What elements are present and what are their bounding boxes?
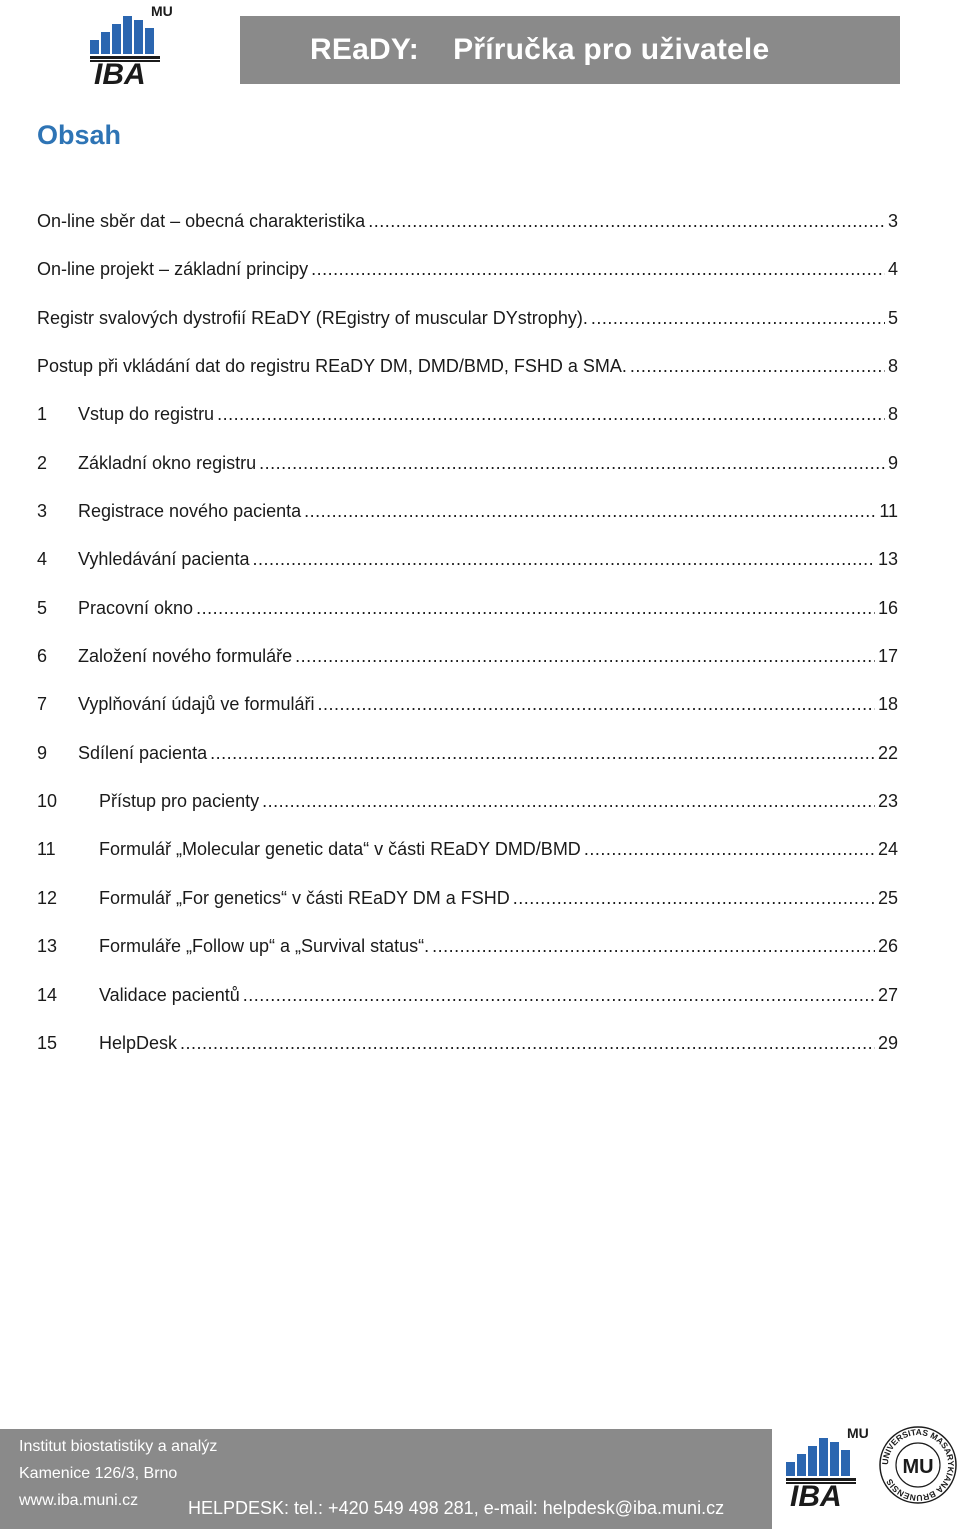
toc-entry[interactable] — [37, 549, 898, 597]
toc-entry-number: 15 — [37, 1032, 58, 1053]
toc-entry-number: 4 — [37, 549, 48, 570]
toc-dot-leader — [243, 985, 875, 1006]
toc-dot-leader — [180, 1033, 875, 1054]
toc-entry-text: On-line sběr dat – obecná charakteristika — [37, 211, 366, 231]
toc-entry-text: HelpDesk — [99, 1032, 178, 1053]
toc-entry-text: Postup při vkládání dat do registru REaDY DM, DMD/BMD, FSHD a SMA. — [37, 356, 627, 377]
toc-entry-number: 2 — [37, 452, 48, 473]
document-title: REaDY: Příručka pro uživatele — [310, 33, 770, 66]
toc-entry-number: 9 — [37, 742, 48, 763]
toc-dot-leader — [432, 936, 875, 957]
toc-dot-leader — [210, 743, 875, 764]
toc-entry-number: 7 — [37, 694, 48, 715]
toc-entry-page: 24 — [877, 839, 898, 860]
toc-entry-text: Pracovní okno — [78, 597, 194, 618]
table-of-contents — [37, 211, 898, 1081]
toc-entry-page: 26 — [877, 936, 898, 957]
toc-entry-number: 3 — [37, 501, 48, 522]
toc-entry-number: 14 — [37, 984, 58, 1005]
toc-entry-page: 9 — [887, 452, 898, 473]
toc-entry-number: 11 — [37, 839, 56, 860]
toc-entry[interactable] — [37, 888, 898, 936]
toc-entry-number: 10 — [37, 791, 58, 812]
toc-entry-page: 16 — [877, 597, 898, 618]
iba-logo-icon — [784, 1424, 874, 1508]
toc-dot-leader — [591, 308, 885, 329]
toc-entry[interactable] — [37, 308, 898, 356]
toc-entry-page: 8 — [887, 356, 898, 377]
toc-entry[interactable] — [37, 936, 898, 984]
toc-entry[interactable] — [37, 453, 898, 501]
toc-dot-leader — [295, 646, 875, 667]
toc-dot-leader — [259, 453, 885, 474]
toc-entry-page: 13 — [877, 549, 898, 570]
toc-dot-leader — [311, 259, 885, 280]
toc-dot-leader — [196, 598, 875, 619]
toc-dot-leader — [252, 549, 875, 570]
toc-entry-page: 17 — [877, 646, 898, 667]
toc-entry-number: 1 — [37, 404, 48, 425]
toc-dot-leader — [584, 839, 875, 860]
toc-entry-page: 27 — [877, 984, 898, 1005]
toc-entry-text: Založení nového formuláře — [78, 646, 293, 667]
toc-heading: Obsah — [37, 120, 122, 150]
toc-entry-text: Registr svalových dystrofií REaDY (REgistry of muscular DYstrophy). — [37, 307, 588, 328]
toc-entry-page: 18 — [877, 694, 898, 715]
toc-entry-text: Formulář „For genetics“ v části REaDY DM a FSHD — [99, 887, 510, 908]
toc-entry-text: Přístup pro pacienty — [99, 791, 260, 812]
svg-text:MU: MU — [847, 1425, 869, 1441]
toc-entry-text: On-line projekt – základní principy — [37, 259, 309, 280]
toc-entry[interactable] — [37, 985, 898, 1033]
toc-entry-text: Vyplňování údajů ve formuláři — [78, 694, 315, 715]
toc-entry-number: 5 — [37, 597, 48, 618]
toc-dot-leader — [217, 404, 885, 425]
toc-entry[interactable] — [37, 791, 898, 839]
toc-entry-page: 5 — [887, 307, 898, 328]
toc-entry[interactable] — [37, 694, 898, 742]
toc-entry[interactable] — [37, 211, 898, 259]
toc-entry-page: 25 — [877, 887, 898, 908]
footer-institute: Institut biostatistiky a analýz — [19, 1438, 218, 1455]
toc-entry-number: 12 — [37, 887, 58, 908]
toc-entry-page: 4 — [887, 259, 898, 280]
footer-helpdesk: HELPDESK: tel.: +420 549 498 281, e-mail: helpdesk@iba.muni.cz — [188, 1498, 725, 1518]
toc-entry-page: 8 — [887, 404, 898, 425]
toc-entry[interactable] — [37, 743, 898, 791]
toc-entry[interactable] — [37, 404, 898, 452]
toc-dot-leader — [630, 356, 885, 377]
footer-website-link[interactable]: www.iba.muni.cz — [19, 1492, 139, 1509]
toc-entry-page: 11 — [879, 501, 898, 522]
toc-dot-leader — [304, 501, 876, 522]
toc-entry-text: Formuláře „Follow up“ a „Survival status“. — [99, 936, 430, 957]
footer-address: Kamenice 126/3, Brno — [19, 1465, 178, 1482]
toc-entry[interactable] — [37, 1033, 898, 1081]
toc-dot-leader — [317, 694, 875, 715]
toc-entry-text: Sdílení pacienta — [78, 742, 208, 763]
toc-entry[interactable] — [37, 356, 898, 404]
svg-text:UNIVERSITAS MASARYKIANA BRUNEN: UNIVERSITAS MASARYKIANA BRUNENSIS — [879, 1426, 957, 1504]
toc-entry[interactable] — [37, 646, 898, 694]
toc-entry[interactable] — [37, 839, 898, 887]
toc-entry-number: 13 — [37, 936, 58, 957]
toc-entry-text: Validace pacientů — [99, 984, 240, 1005]
svg-text:MU: MU — [902, 1456, 934, 1478]
toc-entry-page: 23 — [877, 791, 898, 812]
toc-entry-text: Registrace nového pacienta — [78, 501, 302, 522]
svg-text:IBA: IBA — [94, 58, 146, 86]
toc-dot-leader — [262, 791, 875, 812]
toc-entry-page: 29 — [877, 1032, 898, 1053]
header-bar — [240, 16, 900, 84]
toc-entry-page: 3 — [887, 211, 898, 231]
toc-entry[interactable] — [37, 501, 898, 549]
svg-text:IBA: IBA — [790, 1480, 842, 1508]
toc-dot-leader — [368, 211, 885, 232]
toc-entry-text: Vyhledávání pacienta — [78, 549, 250, 570]
toc-entry-number: 6 — [37, 646, 48, 667]
university-seal-icon — [878, 1425, 958, 1505]
toc-entry[interactable] — [37, 598, 898, 646]
toc-entry-text: Vstup do registru — [78, 404, 215, 425]
toc-dot-leader — [513, 888, 875, 909]
toc-entry[interactable] — [37, 259, 898, 307]
svg-text:MU: MU — [151, 3, 173, 19]
toc-entry-page: 22 — [877, 742, 898, 763]
toc-entry-text: Základní okno registru — [78, 452, 257, 473]
toc-entry-text: Formulář „Molecular genetic data“ v části REaDY DMD/BMD — [99, 839, 581, 860]
iba-logo-icon — [88, 2, 178, 86]
